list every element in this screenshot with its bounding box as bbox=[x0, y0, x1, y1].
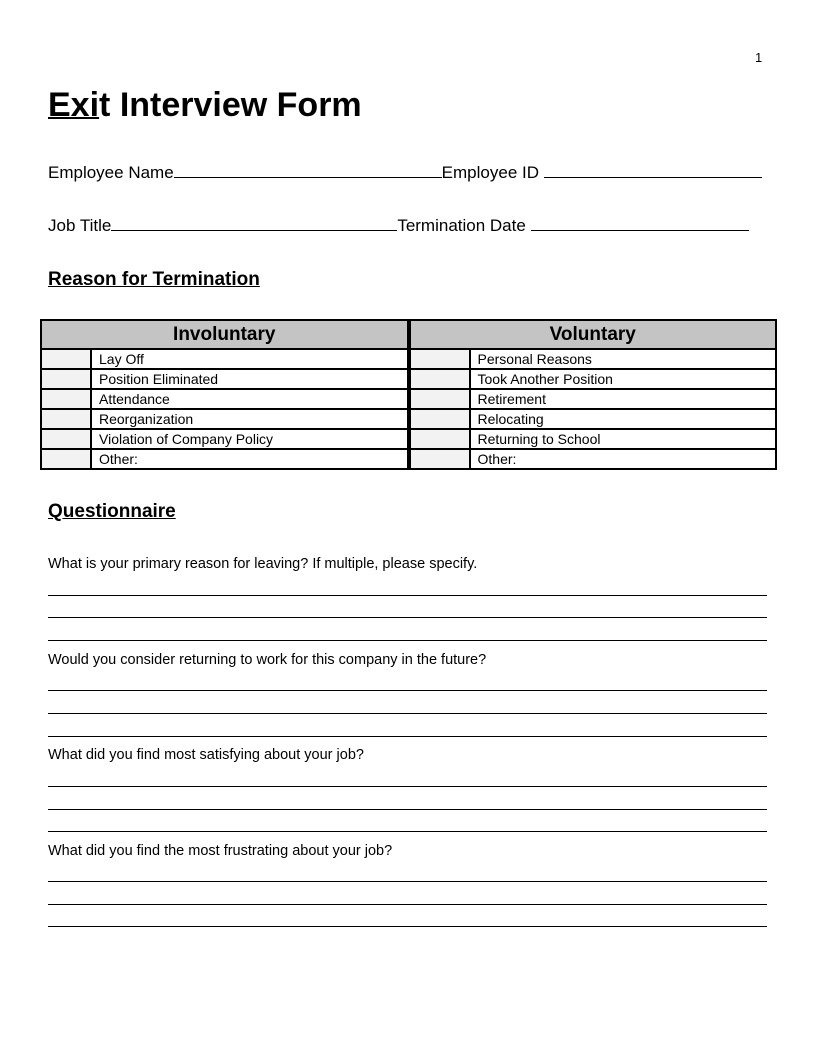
answer-line[interactable] bbox=[48, 640, 767, 641]
voluntary-checkbox[interactable] bbox=[410, 429, 470, 449]
involuntary-checkbox[interactable] bbox=[41, 389, 91, 409]
job-title-field[interactable] bbox=[111, 216, 397, 231]
voluntary-checkbox[interactable] bbox=[410, 389, 470, 409]
table-row bbox=[410, 389, 777, 409]
answer-line[interactable] bbox=[48, 831, 767, 832]
termination-date-field[interactable] bbox=[531, 216, 749, 231]
answer-line[interactable] bbox=[48, 617, 767, 618]
termination-date-label: Termination Date bbox=[397, 216, 526, 235]
answer-line[interactable] bbox=[48, 809, 767, 810]
involuntary-reason: Reorganization bbox=[91, 409, 408, 429]
question-1: What is your primary reason for leaving? If multiple, please specify. bbox=[48, 556, 478, 572]
table-row bbox=[41, 449, 408, 469]
involuntary-checkbox[interactable] bbox=[41, 349, 91, 369]
voluntary-header: Voluntary bbox=[410, 320, 777, 349]
involuntary-checkbox[interactable] bbox=[41, 449, 91, 469]
form-title-rest: t Interview Form bbox=[99, 86, 362, 124]
answer-line[interactable] bbox=[48, 595, 767, 596]
question-3: What did you find most satisfying about your job? bbox=[48, 747, 364, 763]
voluntary-column bbox=[409, 319, 778, 470]
answer-line[interactable] bbox=[48, 881, 767, 882]
involuntary-reason: Other: bbox=[91, 449, 408, 469]
question-2: Would you consider returning to work for this company in the future? bbox=[48, 652, 487, 668]
involuntary-checkbox[interactable] bbox=[41, 369, 91, 389]
voluntary-checkbox[interactable] bbox=[410, 369, 470, 389]
voluntary-reason: Relocating bbox=[470, 409, 777, 429]
voluntary-reason: Returning to School bbox=[470, 429, 777, 449]
involuntary-checkbox[interactable] bbox=[41, 409, 91, 429]
involuntary-header: Involuntary bbox=[41, 320, 408, 349]
involuntary-reason: Position Eliminated bbox=[91, 369, 408, 389]
involuntary-reason: Attendance bbox=[91, 389, 408, 409]
table-row bbox=[410, 449, 777, 469]
voluntary-reason: Personal Reasons bbox=[470, 349, 777, 369]
employee-name-field[interactable] bbox=[174, 163, 442, 178]
job-info-row bbox=[48, 216, 749, 236]
employee-name-label: Employee Name bbox=[48, 163, 174, 182]
voluntary-reason: Took Another Position bbox=[470, 369, 777, 389]
table-row bbox=[41, 409, 408, 429]
involuntary-reason: Lay Off bbox=[91, 349, 408, 369]
answer-line[interactable] bbox=[48, 786, 767, 787]
reason-table bbox=[40, 319, 777, 470]
table-row bbox=[41, 429, 408, 449]
involuntary-column bbox=[40, 319, 409, 470]
page-number: 1 bbox=[755, 50, 763, 65]
job-title-label: Job Title bbox=[48, 216, 112, 235]
table-row bbox=[410, 349, 777, 369]
voluntary-checkbox[interactable] bbox=[410, 449, 470, 469]
table-row bbox=[410, 409, 777, 429]
table-row bbox=[41, 349, 408, 369]
table-row bbox=[410, 429, 777, 449]
table-row bbox=[41, 389, 408, 409]
employee-id-field[interactable] bbox=[544, 163, 762, 178]
involuntary-checkbox[interactable] bbox=[41, 429, 91, 449]
voluntary-reason: Retirement bbox=[470, 389, 777, 409]
questionnaire-heading: Questionnaire bbox=[48, 501, 176, 522]
question-4: What did you find the most frustrating about your job? bbox=[48, 843, 393, 859]
voluntary-checkbox[interactable] bbox=[410, 409, 470, 429]
employee-info-row bbox=[48, 163, 762, 183]
involuntary-reason: Violation of Company Policy bbox=[91, 429, 408, 449]
form-title bbox=[48, 86, 362, 125]
voluntary-checkbox[interactable] bbox=[410, 349, 470, 369]
reason-heading: Reason for Termination bbox=[48, 269, 260, 290]
answer-line[interactable] bbox=[48, 690, 767, 691]
form-title-underlined: Exi bbox=[48, 86, 100, 124]
voluntary-reason: Other: bbox=[470, 449, 777, 469]
answer-line[interactable] bbox=[48, 713, 767, 714]
table-row bbox=[410, 369, 777, 389]
answer-line[interactable] bbox=[48, 736, 767, 737]
employee-id-label: Employee ID bbox=[441, 163, 539, 182]
table-row bbox=[41, 369, 408, 389]
answer-line[interactable] bbox=[48, 904, 767, 905]
answer-line[interactable] bbox=[48, 926, 767, 927]
